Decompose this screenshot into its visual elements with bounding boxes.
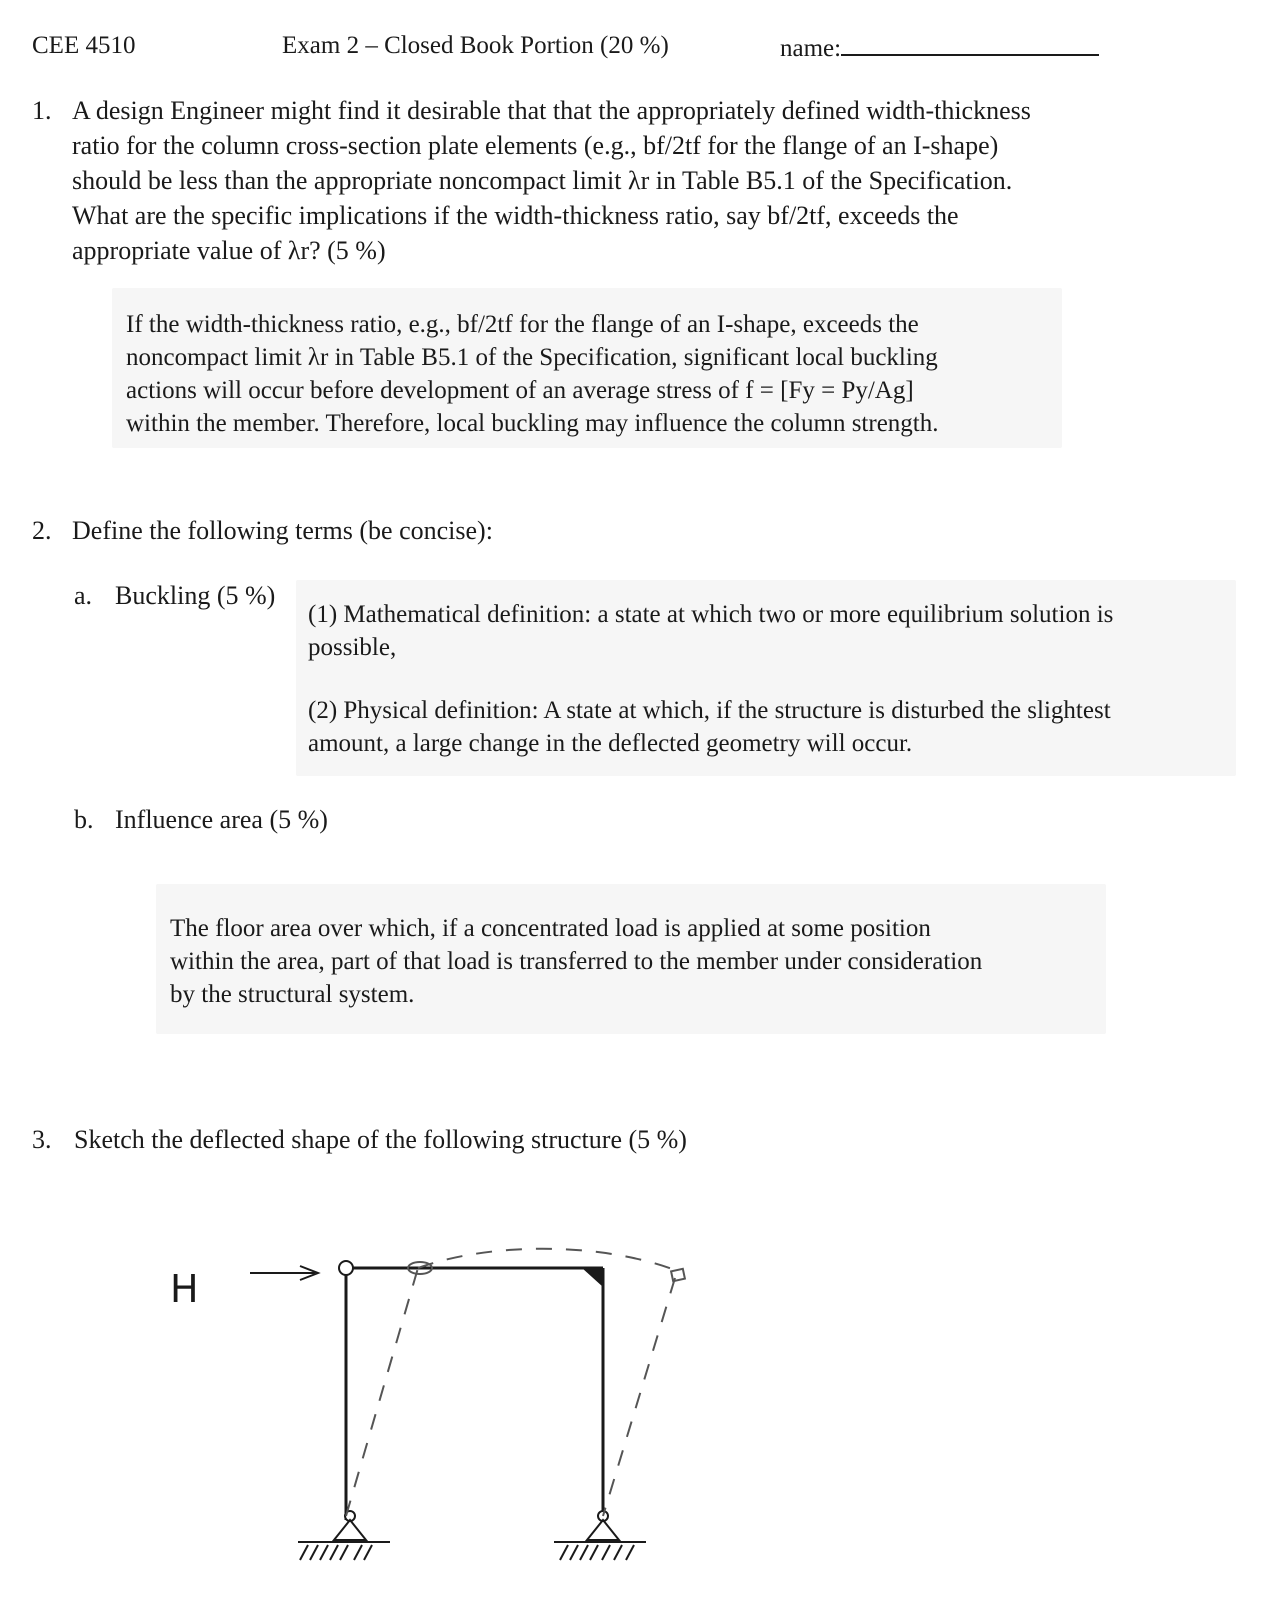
- load-label: H: [170, 1267, 199, 1311]
- name-label: name:: [780, 35, 842, 62]
- q3-number: 3.: [32, 1125, 52, 1154]
- frame-members: [346, 1268, 603, 1520]
- q2-prompt: Define the following terms (be concise):: [72, 516, 493, 545]
- q2b-term: Influence area (5 %): [115, 805, 328, 834]
- name-blank: [841, 32, 1099, 56]
- q1-answer-line: If the width-thickness ratio, e.g., bf/2tf for the flange of an I-shape, exceeds the: [126, 311, 919, 338]
- rigid-joint-icon: [582, 1268, 603, 1287]
- q1-answer-line: actions will occur before development of an average stress of f = [Fy = Py/Ag]: [126, 377, 914, 404]
- exam-title: Exam 2 – Closed Book Portion (20 %): [282, 32, 669, 59]
- pin-joint-icon: [339, 1261, 353, 1275]
- load-arrow-icon: [250, 1266, 318, 1280]
- q2a-answer-line: amount, a large change in the deflected geometry will occur.: [308, 730, 913, 757]
- name-field: [780, 32, 1099, 63]
- q1-line: A design Engineer might find it desirable that that the appropriately defined width-thickness: [72, 96, 1031, 125]
- q2a-answer: [296, 580, 1236, 776]
- q2a-term: Buckling (5 %): [115, 581, 276, 610]
- q2a-answer-line: (1) Mathematical definition: a state at which two or more equilibrium solution is: [308, 601, 1114, 628]
- q1-line: What are the specific implications if the width-thickness ratio, say bf/2tf, exceeds the: [72, 201, 959, 230]
- q2a-answer-line: (2) Physical definition: A state at which, if the structure is disturbed the slightest: [308, 697, 1111, 724]
- right-pin-support-icon: [554, 1511, 646, 1560]
- q1-number: 1.: [32, 96, 52, 125]
- q2a-label: a.: [74, 581, 93, 610]
- q1-answer-line: within the member. Therefore, local buckling may influence the column strength.: [126, 410, 939, 437]
- frame-sketch: [150, 1230, 710, 1570]
- q2b-answer: [156, 884, 1106, 1034]
- q1-line: ratio for the column cross-section plate elements (e.g., bf/2tf for the flange of an I-shape): [72, 131, 999, 160]
- q2b-label: b.: [74, 805, 94, 834]
- q1-text: [72, 93, 1031, 268]
- q2b-answer-line: within the area, part of that load is transferred to the member under consideration: [170, 948, 983, 975]
- q2b-answer-line: The floor area over which, if a concentrated load is applied at some position: [170, 915, 931, 942]
- displaced-corner-icon: [671, 1269, 685, 1281]
- q2-number: 2.: [32, 516, 52, 545]
- q2a-answer-line: possible,: [308, 634, 397, 661]
- q1-line: appropriate value of λr? (5 %): [72, 236, 386, 265]
- course-code: CEE 4510: [32, 32, 136, 59]
- q2b-answer-line: by the structural system.: [170, 981, 415, 1008]
- q1-answer-line: noncompact limit λr in Table B5.1 of the Specification, significant local buckling: [126, 344, 938, 371]
- deflected-shape: [346, 1249, 675, 1516]
- left-pin-support-icon: [298, 1511, 390, 1560]
- q3-prompt: Sketch the deflected shape of the following structure (5 %): [74, 1125, 687, 1154]
- q1-line: should be less than the appropriate noncompact limit λr in Table B5.1 of the Specification.: [72, 166, 1013, 195]
- q1-answer: [112, 288, 1062, 448]
